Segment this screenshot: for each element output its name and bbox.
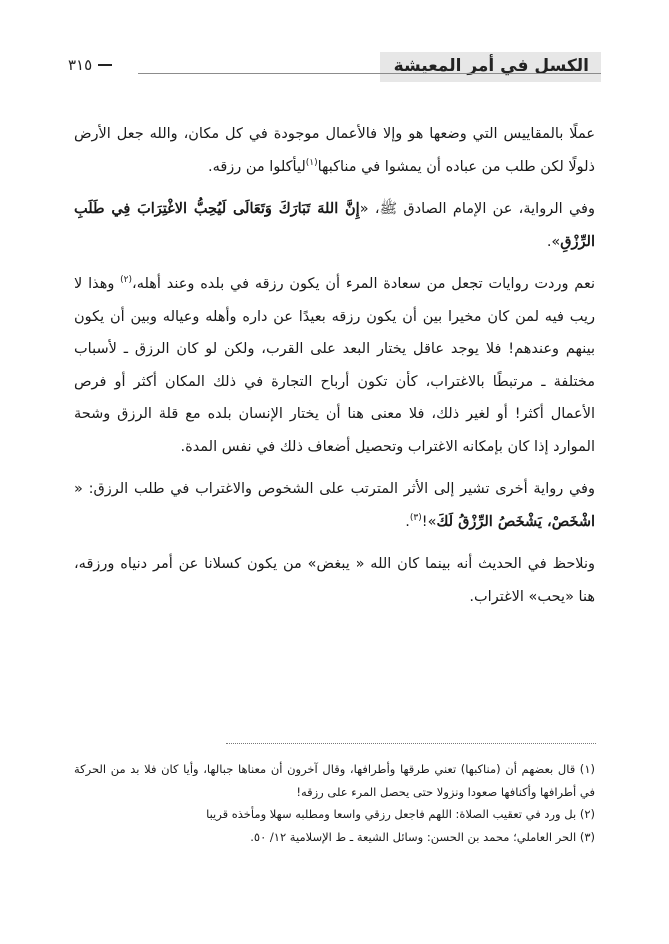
paragraph-3 bbox=[74, 268, 595, 463]
page-number-dash bbox=[98, 64, 112, 66]
page-number-block bbox=[68, 56, 134, 74]
paragraph-2-tail: ». bbox=[546, 233, 561, 250]
paragraph-4 bbox=[74, 473, 595, 538]
header-rule bbox=[138, 73, 601, 74]
hadith-quote-1: إِنَّ اللهَ تَبَارَكَ وَتَعَالَى لَيُحِبُّ الاغْتِرَابَ فِي طَلَبِ الرِّزْقِ bbox=[74, 200, 595, 250]
footnote-ref-1: (١) bbox=[305, 157, 318, 168]
footnotes bbox=[74, 758, 595, 848]
paragraph-1 bbox=[74, 118, 595, 183]
footnote-ref-3: (٣) bbox=[409, 512, 422, 523]
paragraph-1-text: عملًا بالمقاييس التي وضعها هو وإلا فالأعمال موجودة في كل مكان، والله جعل الأرض ذلولًا لكن طلب من عباده أن يمشوا في مناكبها bbox=[74, 126, 595, 175]
paragraph-5 bbox=[74, 548, 595, 613]
paragraph-2 bbox=[74, 193, 595, 258]
page-number: ٣١٥ bbox=[68, 56, 93, 74]
hadith-quote-2: اشْخَصْ، يَشْخَصُ الرِّزْقُ لَكَ bbox=[436, 512, 595, 530]
paragraph-5-text: ونلاحظ في الحديث أنه بينما كان الله « يبغض» من يكون كسلانا عن أمر دنياه ورزقه، هنا «يحب» الاغتراب. bbox=[74, 556, 595, 605]
paragraph-3-text: وهذا لا ريب فيه لمن كان مخيرا بين أن يكون رزقه بعيدًا عن داره وأهله وعياله وبين أن يكون بينهم وعندهم! فلا يوجد عاقل يختار البعد على القرب، ولكن لو كان الرزق ـ لأسباب مختلفة ـ مرتبطًا بالاغتراب، كأن تكون أرباح التجارة في ذلك المكان أكثر أو فرص الأعمال أكثر! أو لغير ذلك، فلا معنى هنا أن يختار الإنسان بلده مع قلة الرزق وشحة الموارد إذا كان بإمكانه الاغتراب وتحصيل أضعاف ذلك في نفس المدة. bbox=[74, 276, 595, 455]
paragraph-2-text: وفي الرواية، عن الإمام الصادق ﷺ، « bbox=[359, 201, 595, 217]
footnote-3: (٣) الحر العاملي؛ محمد بن الحسن: وسائل الشيعة ـ ط الإسلامية ١٢/ ٥٠. bbox=[250, 829, 595, 844]
footnote-separator bbox=[226, 743, 596, 744]
footnote-2: (٢) بل ورد في تعقيب الصلاة: اللهم فاجعل رزقي واسعا ومطلبه سهلا ومأخذه قريبا bbox=[206, 807, 595, 821]
footnote-1: (١) قال بعضهم أن (مناكبها) تعني طرقها وأطرافها، وقال آخرون أن معناها جبالها، وأيا كان فلا بد من الحركة في أطرافها وأكنافها صعودا ونزولا حتى يحصل المرء على رزقه! bbox=[74, 762, 595, 799]
paragraph-3-lead: نعم وردت روايات تجعل من سعادة المرء أن يكون رزقه في بلده وعند أهله، bbox=[132, 276, 595, 292]
paragraph-1-tail: ليأكلوا من رزقه. bbox=[207, 158, 306, 175]
paragraph-4-tail: »! bbox=[421, 513, 437, 530]
footnote-ref-2: (٢) bbox=[120, 275, 133, 286]
paragraph-4-end: . bbox=[405, 513, 410, 530]
paragraph-4-text: وفي رواية أخرى تشير إلى الأثر المترتب على الشخوص والاغتراب في طلب الرزق: « bbox=[74, 481, 595, 497]
chapter-title: الكسل في أمر المعيشة bbox=[380, 52, 601, 82]
main-text bbox=[74, 118, 595, 623]
running-header bbox=[68, 52, 601, 86]
